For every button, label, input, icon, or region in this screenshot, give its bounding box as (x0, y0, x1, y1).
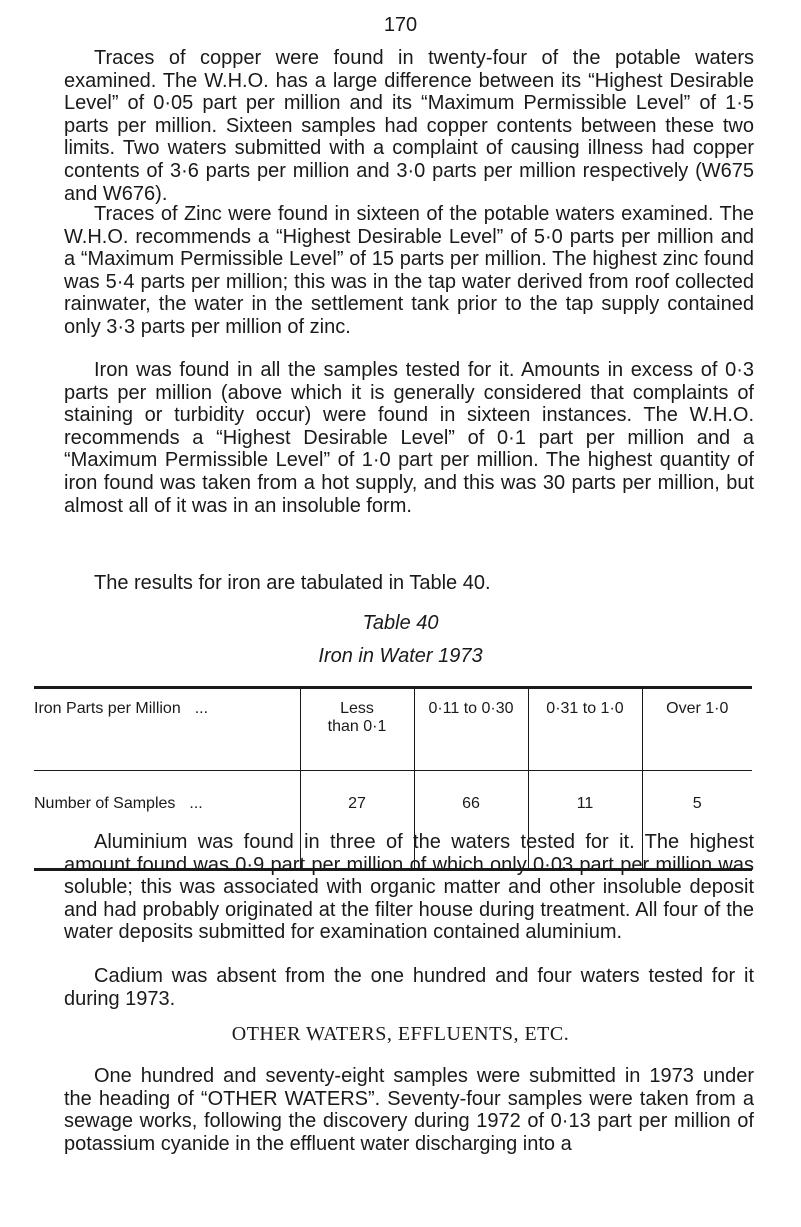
table-number: Table 40 (362, 612, 439, 634)
page-number: 170 (383, 14, 418, 36)
table-cell: 11 (528, 771, 642, 870)
column-header: Over 1·0 (642, 688, 752, 771)
row-label-samples: Number of Samples ... (34, 795, 203, 812)
zinc-paragraph: Traces of Zinc were found in sixteen of the potable waters examined. The W.H.O. recommends a “Highest Desirable Level” of 5·0 parts per million and a “Maximum Permissible Level” of 15 parts per million. The highest zinc found was 5·4 parts per million; this was in the tap water derived from roof collected rainwater, the water in the settlement tank prior to the tap supply contained only 3·3 parts per million of zinc. (64, 203, 754, 338)
cadium-paragraph: Cadium was absent from the one hundred and four waters tested for it during 1973. (64, 965, 754, 1010)
row-label-iron: Iron Parts per Million ... (34, 688, 300, 771)
iron-table-intro: The results for iron are tabulated in Table 40. (94, 572, 491, 594)
other-waters-paragraph: One hundred and seventy-eight samples were submitted in 1973 under the heading of “OTHER WATERS”. Seventy-four samples were taken from a sewage works, following the discovery during 1972 of 0·13 part per million of potassium cyanide in the effluent water discharging into a (64, 1065, 754, 1155)
table-title: Iron in Water 1973 (318, 645, 483, 667)
aluminium-paragraph: Aluminium was found in three of the waters tested for it. The highest amount found was 0·9 part per million of which only 0·03 part per million was soluble; this was associated with organic matter and other insoluble deposit and had probably originated at the filter house during treatment. All four of the water deposits submitted for examination contained aluminium. (64, 831, 754, 944)
column-header: 0·31 to 1·0 (528, 688, 642, 771)
section-heading: OTHER WATERS, EFFLUENTS, ETC. (231, 1023, 570, 1045)
table-cell: 66 (414, 771, 528, 870)
table-header-row (34, 688, 752, 771)
copper-paragraph: Traces of copper were found in twenty-four of the potable waters examined. The W.H.O. has a large difference between its “Highest Desirable Level” of 0·05 part per million and its “Maximum Permissible Level” of 1·5 parts per million. Sixteen samples had copper contents between these two limits. Two waters submitted with a complaint of causing illness had copper contents of 3·6 parts per million and 3·0 parts per million respectively (W675 and W676). (64, 47, 754, 205)
iron-paragraph: Iron was found in all the samples tested for it. Amounts in excess of 0·3 parts per million (above which it is generally considered that complaints of staining or turbidity occur) were found in sixteen instances. The W.H.O. recommends a “Highest Desirable Level” of 0·1 part per million and a “Maximum Permissible Level” of 1·0 part per million. The highest quantity of iron found was taken from a hot supply, and this was 30 parts per million, but almost all of it was in an insoluble form. (64, 359, 754, 517)
column-header: Less than 0·1 (300, 688, 414, 771)
table-cell: 27 (300, 771, 414, 870)
table-cell: 5 (642, 771, 752, 870)
column-header: 0·11 to 0·30 (414, 688, 528, 771)
